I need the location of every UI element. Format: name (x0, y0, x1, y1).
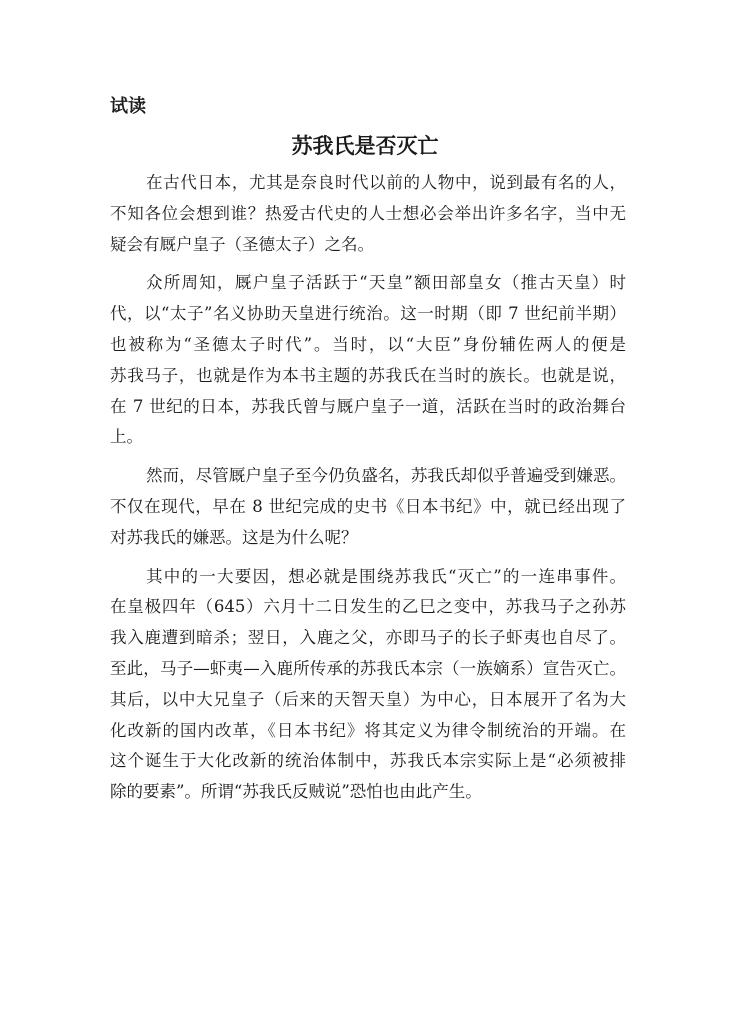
paragraph-line: 其后，以中大兄皇子（后来的天智天皇）为中心，日本展开了名为大 (110, 689, 626, 709)
paragraph-line: 这个诞生于大化改新的统治体制中，苏我氏本宗实际上是“必须被排 (110, 751, 626, 771)
paragraph-line: 在古代日本，尤其是奈良时代以前的人物中，说到最有名的人， (146, 173, 626, 192)
paragraph-line: 在 7 世纪的日本，苏我氏曾与厩户皇子一道，活跃在当时的政治舞台 (110, 396, 626, 416)
paragraph-line: 对苏我氏的嫌恶。这是为什么呢？ (110, 527, 358, 547)
paragraph-line: 疑会有厩户皇子（圣德太子）之名。 (110, 234, 374, 254)
paragraph-line: 然而，尽管厩户皇子至今仍负盛名，苏我氏却似乎普遍受到嫌恶。 (146, 466, 626, 486)
paragraph-line: 在皇极四年（645）六月十二日发生的乙巳之变中，苏我马子之孙苏 (110, 597, 626, 617)
paragraph-line: 化改新的国内改革，《日本书纪》将其定义为律令制统治的开端。在 (110, 720, 626, 740)
paragraph-line: 至此，马子—虾夷—入鹿所传承的苏我氏本宗（一族嫡系）宣告灭亡。 (110, 658, 626, 678)
paragraph (110, 168, 626, 260)
paragraph-line: 代，以“太子”名义协助天皇进行统治。这一时期（即 7 世纪前半期） (110, 304, 626, 324)
paragraph (110, 562, 626, 808)
paragraph-line: 其中的一大要因，想必就是围绕苏我氏“灭亡”的一连串事件。 (146, 566, 626, 586)
paragraph-line: 我入鹿遭到暗杀；翌日，入鹿之父，亦即马子的长子虾夷也自尽了。 (110, 628, 626, 648)
paragraph-line: 苏我马子，也就是作为本书主题的苏我氏在当时的族长。也就是说， (110, 365, 626, 385)
paragraph-line: 众所周知，厩户皇子活跃于“天皇”额田部皇女（推古天皇）时 (146, 273, 626, 293)
paragraph-line: 不知各位会想到谁？热爱古代史的人士想必会举出许多名字，当中无 (110, 203, 626, 223)
section-label: 试读 (110, 96, 146, 117)
paragraph-line: 上。 (110, 427, 143, 447)
paragraph-line: 也被称为“圣德太子时代”。当时，以“大臣”身份辅佐两人的便是 (110, 334, 626, 354)
paragraph (110, 268, 626, 453)
chapter-title: 苏我氏是否灭亡 (291, 134, 439, 158)
paragraph-line: 除的要素”。所谓“苏我氏反贼说”恐怕也由此产生。 (110, 782, 482, 802)
paragraph (110, 461, 626, 553)
body-text (110, 168, 626, 816)
paragraph-line: 不仅在现代，早在 8 世纪完成的史书《日本书纪》中，就已经出现了 (110, 496, 626, 516)
